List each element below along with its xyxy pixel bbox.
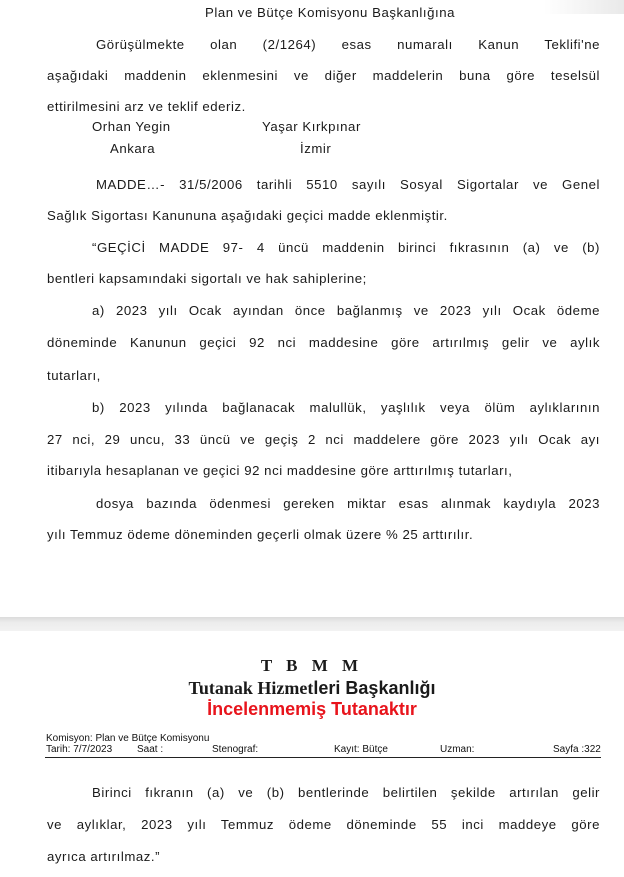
body-line-1: Birinci fıkranın (a) ve (b) bentlerinde belirtilen şekilde artırılan gelir [92, 785, 600, 800]
body-line-2: ve aylıklar, 2023 yılı Temmuz ödeme döneminde 55 inci maddeye göre [47, 817, 600, 832]
signer-name-2: Yaşar Kırkpınar [262, 119, 361, 134]
article-line-7: tutarları, [47, 368, 101, 383]
article-line-10: itibarıyla hesaplanan ve geçici 92 nci maddesine göre arttırılmış tutarları, [47, 463, 513, 478]
document-page-2 [0, 631, 624, 877]
page-heading: Plan ve Bütçe Komisyonu Başkanlığına [205, 5, 455, 20]
signer-name-1: Orhan Yegin [92, 119, 171, 134]
page-corner-shadow [544, 0, 624, 14]
page-separator [0, 617, 624, 631]
unreviewed-status: İncelenmemiş Tutanaktır [207, 699, 417, 719]
department-title [0, 678, 624, 699]
date-label: Tarih: 7/7/2023 [46, 744, 113, 755]
article-line-6: döneminde Kanunun geçici 92 nci maddesine göre artırılmış gelir ve aylık [47, 335, 600, 350]
article-line-9: 27 nci, 29 uncu, 33 üncü ve geçiş 2 nci maddelere göre 2023 yılı Ocak ayı [47, 432, 600, 447]
intro-line-1: Görüşülmekte olan (2/1264) esas numaralı Kanun Teklifi'ne [96, 37, 600, 52]
expert-label: Uzman: [440, 744, 475, 755]
department-title-part-2: leri [313, 678, 346, 698]
commission-label: Komisyon: Plan ve Bütçe Komisyonu [46, 733, 210, 744]
article-line-3: “GEÇİCİ MADDE 97- 4 üncü maddenin birinci fıkrasının (a) ve (b) [92, 240, 600, 255]
department-title-part-1: Tutanak Hizmet [188, 678, 314, 698]
signer-city-2: İzmir [300, 141, 332, 156]
org-title: T B M M [260, 656, 364, 675]
article-line-5: a) 2023 yılı Ocak ayından önce bağlanmış ve 2023 yılı Ocak ödeme [92, 303, 600, 318]
intro-line-2: aşağıdaki maddenin eklenmesini ve diğer maddelerin buna göre teselsül [47, 68, 600, 83]
time-label: Saat : [137, 744, 164, 755]
header-rule [45, 757, 601, 758]
article-line-12: yılı Temmuz ödeme döneminden geçerli olmak üzere % 25 arttırılır. [47, 527, 474, 542]
article-line-11: dosya bazında ödenmesi gereken miktar esas alınmak kaydıyla 2023 [96, 496, 600, 511]
article-line-4: bentleri kapsamındaki sigortalı ve hak sahiplerine; [47, 271, 367, 286]
stenographer-label: Stenograf: [212, 744, 259, 755]
article-line-1: MADDE…- 31/5/2006 tarihli 5510 sayılı Sosyal Sigortalar ve Genel [96, 177, 600, 192]
article-line-2: Sağlık Sigortası Kanununa aşağıdaki geçici madde eklenmiştir. [47, 208, 448, 223]
body-line-3: ayrıca artırılmaz.” [47, 849, 161, 864]
intro-line-3: ettirilmesini arz ve teklif ederiz. [47, 99, 246, 114]
article-line-8: b) 2023 yılında bağlanacak malullük, yaşlılık veya ölüm aylıklarının [92, 400, 600, 415]
record-label: Kayıt: Bütçe [334, 744, 388, 755]
department-title-part-3: Başkanlığı [345, 678, 436, 698]
page-number-label: Sayfa :322 [553, 744, 601, 755]
signer-city-1: Ankara [110, 141, 156, 156]
